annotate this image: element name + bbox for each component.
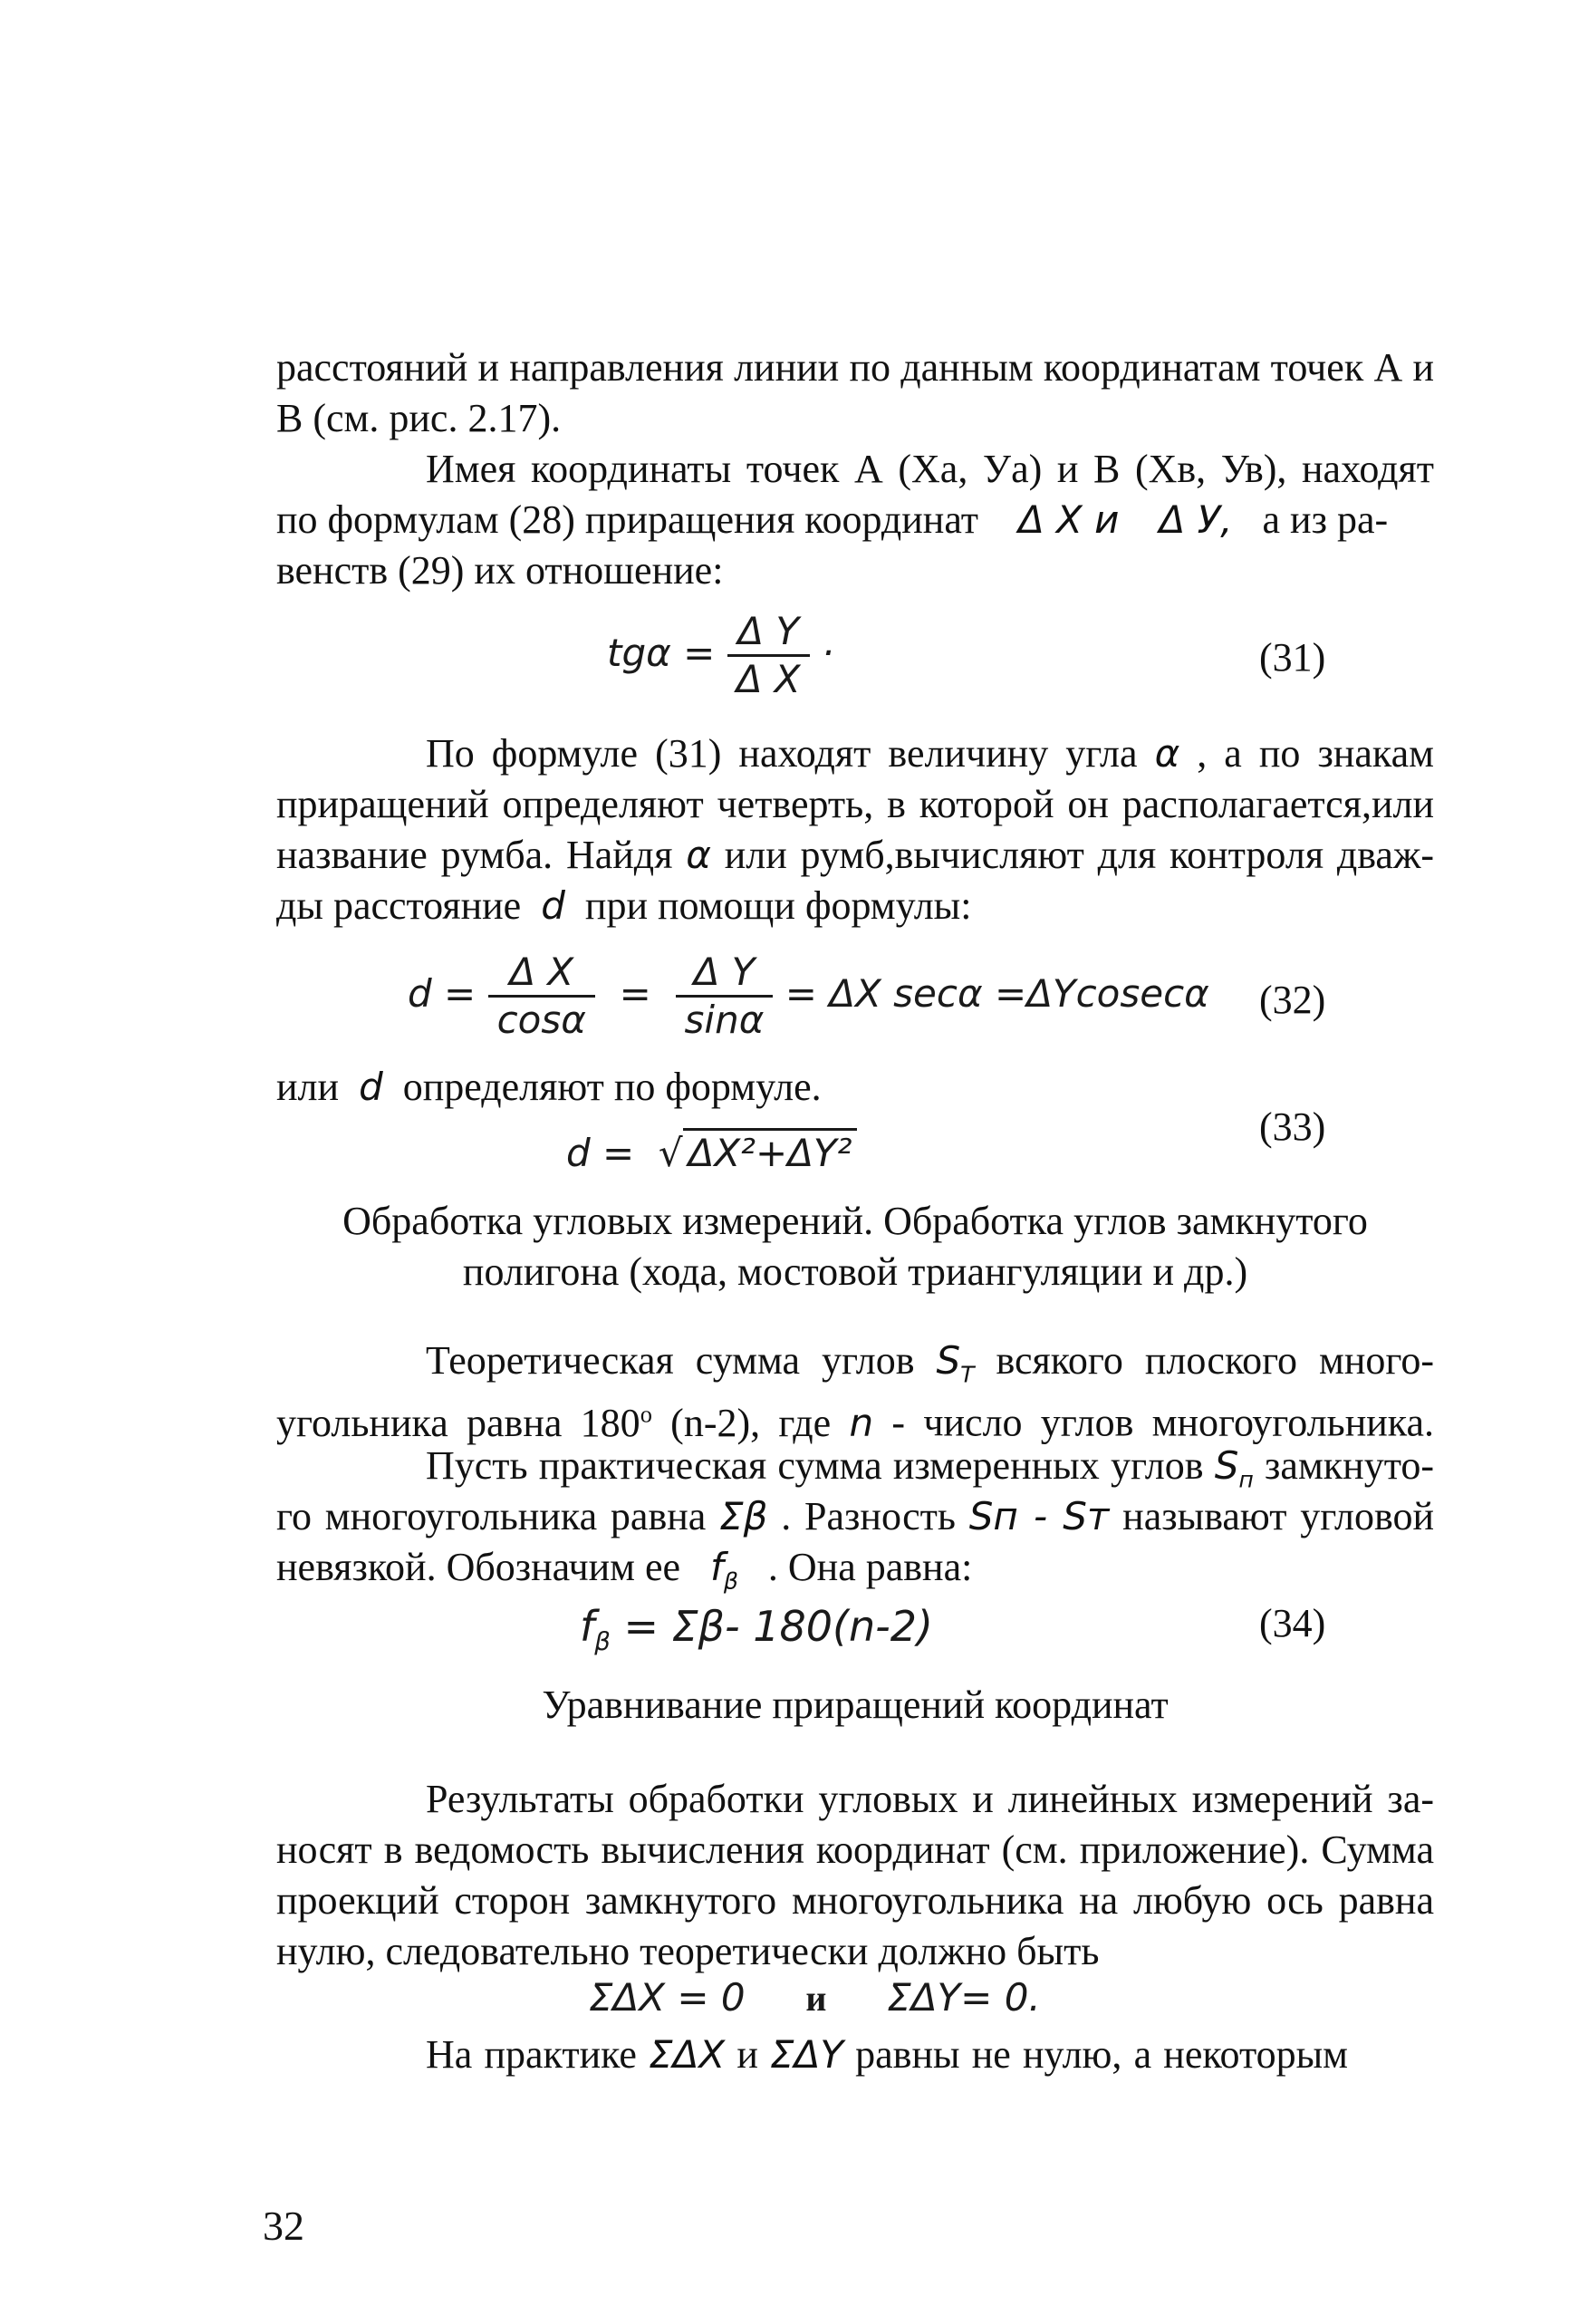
eq31-numerator: Δ Y xyxy=(727,609,810,657)
eq31-fraction xyxy=(727,609,810,702)
n-symbol: n xyxy=(849,1400,874,1445)
paragraph-3-line-2: приращений определяют четверть, в которой он располагается,или xyxy=(276,782,1434,826)
eq32-f2-denominator: sinα xyxy=(684,998,765,1042)
paragraph-1-line-1: расстояний и направления линии по данным координатам точек А и xyxy=(276,345,1434,390)
difference-symbol: Sп - Sт xyxy=(968,1494,1110,1538)
sum-beta-symbol: Σβ xyxy=(719,1494,768,1538)
p4-end: определяют по формуле. xyxy=(402,1065,822,1109)
p3-line3-end: или румб,вычисляют для контроля дваж- xyxy=(724,833,1434,877)
p2-line2-end: а из ра- xyxy=(1262,497,1389,542)
p2-line2-text: по формулам (28) приращения координат xyxy=(276,497,978,542)
degree-mark: о xyxy=(640,1400,652,1427)
s-letter: S xyxy=(936,1338,961,1383)
f-beta-symbol xyxy=(710,1545,738,1595)
p6-line2-end: называют угловой xyxy=(1122,1494,1435,1538)
eq32-fraction-2 xyxy=(676,950,774,1043)
page-number: 32 xyxy=(263,2203,304,2249)
sum-delta-x-zero: ΣΔX = 0 xyxy=(589,1975,746,2020)
p3-line1-text: По формуле (31) находят величину угла xyxy=(426,731,1138,776)
t-subscript: T xyxy=(960,1361,975,1388)
paragraph-7-line-3: проекций сторон замкнутого многоугольника на любую ось равна xyxy=(276,1878,1434,1923)
eq31-denominator: Δ X xyxy=(736,657,801,701)
paragraph-2-line-2 xyxy=(276,497,1434,544)
paragraph-1-line-2: В (см. рис. 2.17). xyxy=(276,396,562,440)
delta-y-symbol: Δ У, xyxy=(1159,497,1233,542)
p8-end: равны не нулю, а некоторым xyxy=(855,2032,1348,2077)
paragraph-2-line-1: Имея координаты точек А (Ха, Уа) и В (Хв, Ув), находят xyxy=(426,447,1434,491)
paragraph-7-line-2: носят в ведомость вычисления координат (см. приложение). Сумма xyxy=(276,1827,1434,1872)
p5-line2-text: угольника равна 180 xyxy=(276,1400,640,1445)
p6-line3-end: . Она равна: xyxy=(767,1545,973,1589)
p6-line1-end: замкнуто- xyxy=(1265,1443,1435,1488)
delta-x-symbol: Δ Х и xyxy=(1017,497,1120,542)
equation-31-number: (31) xyxy=(1259,635,1326,680)
f-letter: f xyxy=(710,1545,724,1589)
p6-line2-mid: . Разность xyxy=(781,1494,956,1538)
equation-32 xyxy=(408,950,1209,1043)
p8-text: На практике xyxy=(426,2032,637,2077)
paragraph-3-line-1 xyxy=(426,730,1434,777)
paragraph-3-line-3 xyxy=(276,832,1434,879)
p5-line1-text: Теоретическая сумма углов xyxy=(426,1338,915,1383)
section-heading-1-line-1: Обработка угловых измерений. Обработка углов замкнутого xyxy=(342,1199,1368,1243)
sum-delta-y-zero: ΣΔY= 0. xyxy=(887,1975,1041,2020)
equation-32-number: (32) xyxy=(1259,978,1326,1022)
eq32-lhs: d = xyxy=(408,971,476,1016)
p3-line1-end: , а по знакам xyxy=(1197,731,1434,776)
equation-33 xyxy=(566,1131,857,1175)
eq31-dot: · xyxy=(821,631,834,675)
p6-line1-text: Пусть практическая сумма измеренных углов xyxy=(426,1443,1204,1488)
paragraph-7-line-4: нулю, следовательно теоретически должно быть xyxy=(276,1929,1100,1973)
p3-line4-text: ды расстояние xyxy=(276,883,522,928)
and-word: и xyxy=(805,1978,827,2019)
eq32-rest: = ΔX secα =ΔYcosecα xyxy=(784,971,1209,1016)
paragraph-5-line-2 xyxy=(276,1390,1434,1447)
paragraph-6-line-2 xyxy=(276,1493,1434,1540)
n-subscript: п xyxy=(1238,1466,1254,1493)
p6-line2-text: го многоугольника равна xyxy=(276,1494,707,1538)
eq34-rhs: = Σβ- 180(n-2) xyxy=(623,1602,933,1651)
p6-line3-text: невязкой. Обозначим ее xyxy=(276,1545,681,1589)
p5-line2-end: - число углов многоугольника. xyxy=(891,1400,1435,1445)
d-symbol: d xyxy=(359,1065,383,1109)
eq33-radicand: ΔX²+ΔY² xyxy=(683,1128,858,1175)
equation-34 xyxy=(580,1602,933,1656)
equation-sum-zero xyxy=(589,1975,1041,2020)
eq32-equals: = xyxy=(619,971,651,1016)
eq33-lhs: d = xyxy=(566,1131,635,1175)
s-letter: S xyxy=(1214,1443,1239,1488)
equation-31 xyxy=(607,609,833,702)
eq32-f1-denominator: cosα xyxy=(496,998,586,1042)
p3-line3-text: название румба. Найдя xyxy=(276,833,673,877)
eq32-f2-numerator: Δ Y xyxy=(676,950,774,998)
paragraph-3-line-4 xyxy=(276,882,1434,930)
beta-subscript: β xyxy=(723,1567,738,1595)
sqrt-symbol: √ xyxy=(658,1131,683,1175)
s-practical-symbol xyxy=(1214,1443,1254,1493)
alpha-symbol: α xyxy=(1154,731,1180,776)
paragraph-8 xyxy=(426,2031,1348,2078)
paragraph-7-line-1: Результаты обработки угловых и линейных измерений за- xyxy=(426,1777,1434,1821)
eq34-f: f xyxy=(580,1602,595,1651)
sum-delta-x-symbol: ΣΔX xyxy=(649,2032,726,2077)
p3-line4-end: при помощи формулы: xyxy=(584,883,972,928)
paragraph-6-line-3 xyxy=(276,1544,1434,1605)
eq31-lhs: tgα = xyxy=(607,631,716,675)
section-heading-1-line-2: полигона (хода, мостовой триангуляции и др.) xyxy=(462,1249,1248,1294)
eq34-beta-subscript: β xyxy=(594,1626,611,1657)
d-symbol: d xyxy=(541,883,565,928)
alpha-symbol: α xyxy=(686,833,711,877)
paragraph-2-line-3: венств (29) их отношение: xyxy=(276,548,724,593)
equation-34-number: (34) xyxy=(1259,1601,1326,1645)
p8-and: и xyxy=(736,2032,758,2077)
section-heading-2: Уравнивание приращений координат xyxy=(542,1683,1169,1727)
p5-line1-end: всякого плоского много- xyxy=(996,1338,1434,1383)
s-theoretical-symbol xyxy=(936,1338,975,1388)
p5-line2-mid: (n-2), где xyxy=(651,1400,832,1445)
equation-33-number: (33) xyxy=(1259,1104,1326,1149)
sum-delta-y-symbol: ΣΔY xyxy=(770,2032,843,2077)
eq32-fraction-1 xyxy=(488,950,595,1043)
p4-text: или xyxy=(276,1065,340,1109)
eq32-f1-numerator: Δ X xyxy=(488,950,595,998)
